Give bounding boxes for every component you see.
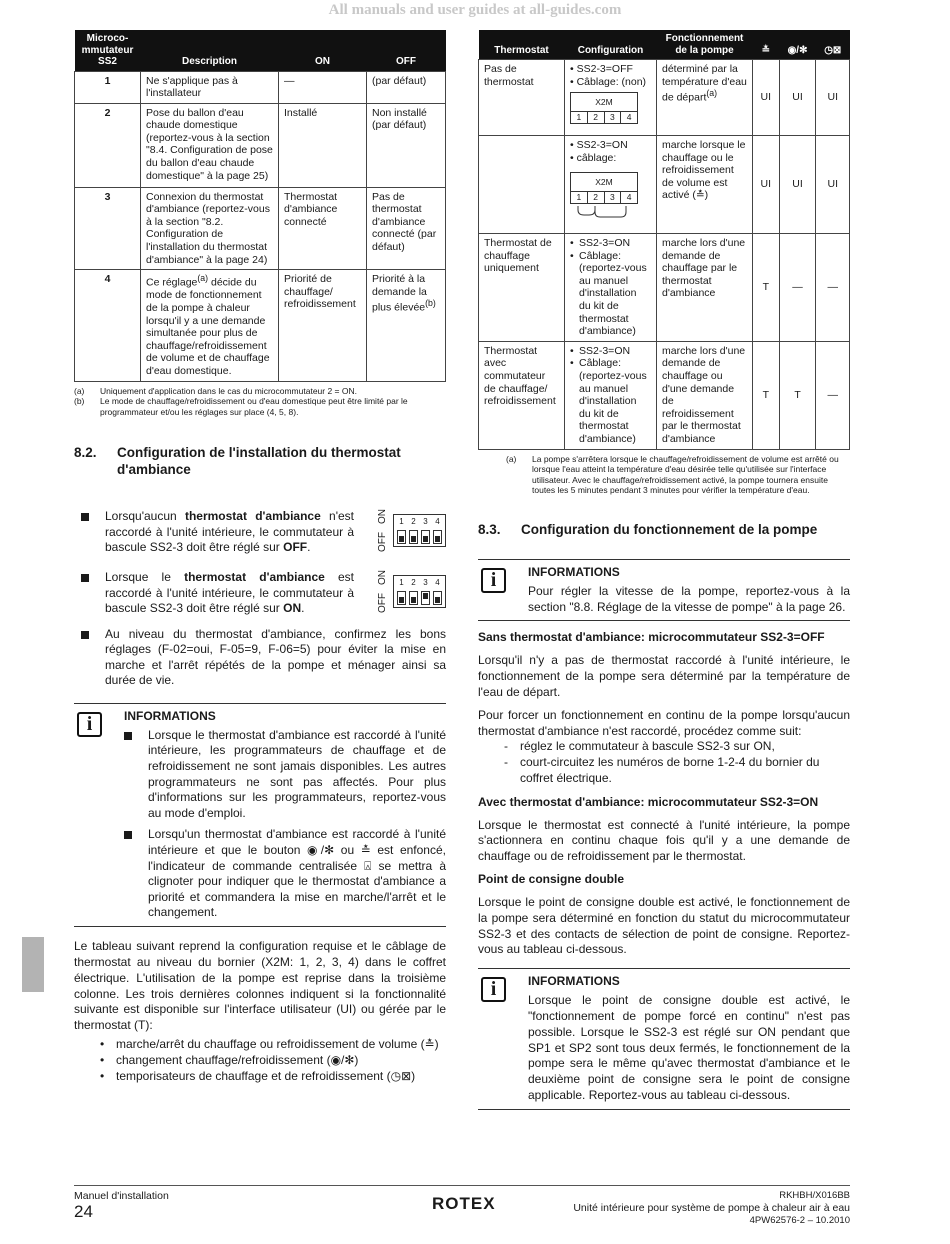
footer-manual: Manuel d'installation	[74, 1190, 169, 1202]
bullet-square	[81, 513, 89, 521]
subheading-point-consigne: Point de consigne double	[478, 872, 625, 887]
col-header: Microco- mmutateur SS2	[75, 30, 141, 71]
bullet-thermostat-settings: Au niveau du thermostat d'ambiance, confirmez les bons réglages (F-02=oui, F-05=9, F-06=5) pour éviter la mise en marche et l'arrêt répétés de la pompe et ménager ainsi sa durée de vie.	[74, 627, 446, 689]
info-box-double-setpoint	[478, 968, 850, 1110]
subheading-avec-thermostat: Avec thermostat d'ambiance: microcommutateur SS2-3=ON	[478, 794, 819, 809]
cell-off: Pas de thermostat d'ambiance connecté (par défaut)	[367, 187, 446, 270]
cell-thermostat	[479, 136, 565, 234]
info-icon: i	[481, 568, 506, 593]
bullet-square	[124, 732, 132, 740]
ss2-table-header	[75, 30, 446, 71]
cell-ui: UI	[753, 136, 780, 234]
info-icon: i	[77, 712, 102, 737]
thermostat-table	[478, 30, 850, 450]
cell-num: 4	[75, 270, 141, 381]
cell-desc: Connexion du thermostat d'ambiance (reportez-vous à la section "8.2. Configuration de l'installation du thermostat d'ambiance" à la page 24)	[141, 187, 279, 270]
section-heading-8-3: 8.3. Configuration du fonctionnement de la pompe	[478, 522, 818, 537]
wire-bridge	[570, 206, 638, 218]
paragraph: Lorsqu'il n'y a pas de thermostat raccordé à l'unité intérieure, le fonctionnement de la pompe sera déterminé par la température de l'eau de départ.	[478, 653, 850, 699]
thermostat-table-header	[479, 30, 850, 60]
bullet-no-thermostat: Lorsqu'aucun thermostat d'ambiance n'est raccordé à l'unité intérieure, le commutateur à bascule SS2-3 doit être réglé sur OFF. OFF ON 1 2 3 4	[74, 509, 446, 562]
info-text: Pour régler la vitesse de la pompe, reportez-vous à la section "8.8. Réglage de la vitesse de pompe" à la page 26.	[528, 583, 850, 614]
info-box-thermostat	[74, 703, 446, 927]
cell-pump: marche lors d'une demande de chauffage ou d'une demande de refroidissement par le thermostat d'ambiance	[657, 341, 753, 449]
info-heading: INFORMATIONS	[528, 974, 620, 989]
cell-on: Priorité de chauffage/ refroidissement	[279, 270, 367, 381]
cell-config: • SS2-3=ON • Câblage: (reportez-vous au manuel d'installation du kit de thermostat d'ambiance)	[565, 234, 657, 342]
dip-switch-off: OFF ON 1 2 3 4	[376, 509, 446, 552]
col-header: Configuration	[565, 30, 657, 60]
info-item: Lorsqu'un thermostat d'ambiance est raccordé à l'unité intérieure et que le bouton ◉/✻ ou ≛ est enfoncé, l'indicateur de commande centralisée ⍓ se mettra à clignoter pour indiquer que le thermostat d'ambiance a priorité et commandera la mise en marche/l'arrêt et le changement.	[117, 827, 446, 921]
footer-code: 4PW62576-2 – 10.2010	[749, 1215, 850, 1226]
cell-pump: déterminé par la température d'eau de départ$^{(a)}$	[657, 60, 753, 136]
cell-ui: UI	[816, 60, 850, 136]
cell-ui: UI	[816, 136, 850, 234]
cell-on: —	[279, 71, 367, 103]
page-footer	[74, 1185, 850, 1226]
col-header: OFF	[367, 30, 446, 71]
footnote: (b) Le mode de chauffage/refroidissement ou d'eau domestique peut être limité par le programmateur et/ou les réglages sur place (4, 5, 8).	[74, 396, 408, 417]
cell-config: • SS2-3=ON • Câblage: (reportez-vous au manuel d'installation du kit de thermostat d'ambiance)	[565, 341, 657, 449]
x2m-terminal-wired: X2M 1 2 3 4	[570, 172, 638, 204]
footnote: (a) Uniquement d'application dans le cas du microcommutateur 2 = ON.	[74, 385, 357, 396]
list-item: • temporisateurs de chauffage et de refroidissement (◷⊠)	[100, 1069, 416, 1084]
left-column	[74, 30, 446, 1085]
table-footnotes	[478, 454, 850, 497]
list-item: - réglez le commutateur à bascule SS2-3 sur ON,	[504, 739, 775, 754]
cell-pump: marche lorsque le chauffage ou le refroidissement de volume est activé (≛)	[657, 136, 753, 234]
bullet-square	[81, 574, 89, 582]
mode-switch-icon: ◉/✻	[779, 30, 816, 60]
cell-desc: Ne s'applique pas à l'installateur	[141, 71, 279, 103]
x2m-terminal: X2M 1 2 3 4	[570, 92, 638, 124]
bullet-square	[81, 631, 89, 639]
cell-on: Thermostat d'ambiance connecté	[279, 187, 367, 270]
info-box-pump-speed	[478, 559, 850, 621]
cell-num: 1	[75, 71, 141, 103]
cell-t: T	[779, 341, 816, 449]
col-header: ON	[279, 30, 367, 71]
dip-switch-on: OFF ON 1 2 3 4	[376, 570, 446, 613]
paragraph: Lorsque le point de consigne double est activé, le fonctionnement de la pompe sera déterminé en fonction du statut du microcommutateur SS2-3 et des contacts de sélection de point de consigne. Reportez-vous au tableau ci-dessous.	[478, 894, 850, 957]
heating-cooling-icon: ≛	[753, 30, 780, 60]
paragraph: Pour forcer un fonctionnement en continu de la pompe lorsqu'aucun thermostat d'ambiance n'est raccordé, procédez comme suit:	[478, 707, 850, 738]
cell-t: —	[779, 234, 816, 342]
cell-off: Non installé (par défaut)	[367, 103, 446, 187]
table-row	[479, 234, 850, 342]
bullet-square	[124, 831, 132, 839]
cell-config: • SS2-3=ON • câblage: X2M 1 2 3 4	[565, 136, 657, 234]
table-row	[75, 71, 446, 103]
page-number: 24	[74, 1202, 93, 1221]
subheading-sans-thermostat: Sans thermostat d'ambiance: microcommutateur SS2-3=OFF	[478, 630, 825, 645]
cell-ui: UI	[779, 136, 816, 234]
table-row	[75, 270, 446, 381]
cell-desc: Pose du ballon d'eau chaude domestique (reportez-vous à la section "8.4. Configuration de pose du ballon d'eau chaude domestique" à la page 25)	[141, 103, 279, 187]
cell-ui: UI	[753, 60, 780, 136]
cell-t: T	[753, 234, 780, 342]
table-footnotes	[74, 386, 446, 418]
info-heading: INFORMATIONS	[528, 564, 620, 579]
cell-t: —	[816, 341, 850, 449]
side-tab	[22, 937, 44, 992]
cell-pump: marche lors d'une demande de chauffage par le thermostat d'ambiance	[657, 234, 753, 342]
timer-icon: ◷⊠	[816, 30, 850, 60]
table-row	[479, 341, 850, 449]
cell-off: (par défaut)	[367, 71, 446, 103]
list-item: • changement chauffage/refroidissement (◉/✻)	[100, 1053, 359, 1068]
cell-t: —	[816, 234, 850, 342]
list-item: • marche/arrêt du chauffage ou refroidissement de volume (≛)	[100, 1036, 439, 1051]
watermark: All manuals and user guides at all-guides.com	[328, 2, 622, 18]
table-row	[479, 136, 850, 234]
footer-desc: Unité intérieure pour système de pompe à chaleur air à eau	[573, 1202, 850, 1214]
col-header: Description	[141, 30, 279, 71]
table-row	[479, 60, 850, 136]
cell-on: Installé	[279, 103, 367, 187]
ss2-table	[74, 30, 446, 382]
dash-list	[478, 739, 850, 786]
cell-num: 3	[75, 187, 141, 270]
col-header: Fonctionnement de la pompe	[657, 30, 753, 60]
col-header: Thermostat	[479, 30, 565, 60]
list-item: - court-circuitez les numéros de borne 1-2-4 du bornier du coffret électrique.	[504, 755, 820, 785]
table-row	[75, 187, 446, 270]
right-column	[478, 30, 850, 1110]
cell-config: • SS2-3=OFF • Câblage: (non) X2M 1 2 3 4	[565, 60, 657, 136]
cell-num: 2	[75, 103, 141, 187]
cell-ui: UI	[779, 60, 816, 136]
cell-t: T	[753, 341, 780, 449]
cell-desc: Ce réglage$^{(a)}$ décide du mode de fonctionnement de la pompe à chaleur lorsqu'il y a une demande simultanée pour plus de chauffage/refroidissement de volume et de chauffage d'eau domestique.	[141, 270, 279, 381]
bullet-with-thermostat: Lorsque le thermostat d'ambiance est raccordé à l'unité intérieure, le commutateur à bascule SS2-3 doit être réglé sur ON. OFF ON 1 2 3 4	[74, 570, 446, 623]
paragraph: Lorsque le thermostat est connecté à l'unité intérieure, la pompe s'actionnera en continu chaque fois qu'il y a une demande de chauffage ou de refroidissement par le thermostat.	[478, 817, 850, 864]
table-row	[75, 103, 446, 187]
info-item: Lorsque le thermostat d'ambiance est raccordé à l'unité intérieure, les programmateurs de chauffage et de refroidissement ne sont jamais disponibles. Les autres programmateurs ne sont pas affectés. Pour plus d'informations sur les programmateurs, reportez-vous au mode d'emploi.	[117, 728, 446, 822]
feature-list	[74, 1036, 446, 1085]
cell-thermostat: Pas de thermostat	[479, 60, 565, 136]
cell-off: Priorité à la demande la plus élevée$^{(b)}$	[367, 270, 446, 381]
cell-thermostat: Thermostat avec commutateur de chauffage/ refroidissement	[479, 341, 565, 449]
paragraph: Le tableau suivant reprend la configuration requise et le câblage de thermostat au niveau du bornier (X2M: 1, 2, 3, 4) dans le coffret électrique. L'utilisation de la pompe est reprise dans la troisième colonne. Les trois dernières colonnes indiquent si la fonctionnalité suivante est disponible sur l'interface utilisateur (UI) ou gérée par le thermostat (T):	[74, 939, 446, 1033]
info-icon: i	[481, 977, 506, 1002]
info-text: Lorsque le point de consigne double est activé, le "fonctionnement de pompe forcé en continu" n'est pas possible. Lorsque le SS2-3 est réglé sur ON pendant que SP1 et SP2 sont tous deux fermés, le fonctionnement de la pompe sera le même qu'avec thermostat d'ambiance et le deuxième point de consigne sera le point de consigne applicable. Reportez-vous au tableau ci-dessous.	[528, 993, 850, 1103]
footer-model: RKHBH/X016BB	[779, 1190, 850, 1201]
section-heading-8-2: 8.2. Configuration de l'installation du thermostat d'ambiance	[74, 445, 401, 478]
brand-logo: ROTEX	[432, 1194, 496, 1213]
cell-thermostat: Thermostat de chauffage uniquement	[479, 234, 565, 342]
info-heading: INFORMATIONS	[124, 709, 216, 724]
footnote: (a) La pompe s'arrêtera lorsque le chauffage/refroidissement de volume est arrêté ou lorsque l'eau atteint la température d'eau désirée telle qu'utilisée sur l'interface utilisateur. Avec le chauffage/refroidissement activé, la pompe tournera ensuite toutes les 5 minutes pendant 3 minutes pour vérifier la température d'eau.	[506, 453, 839, 496]
